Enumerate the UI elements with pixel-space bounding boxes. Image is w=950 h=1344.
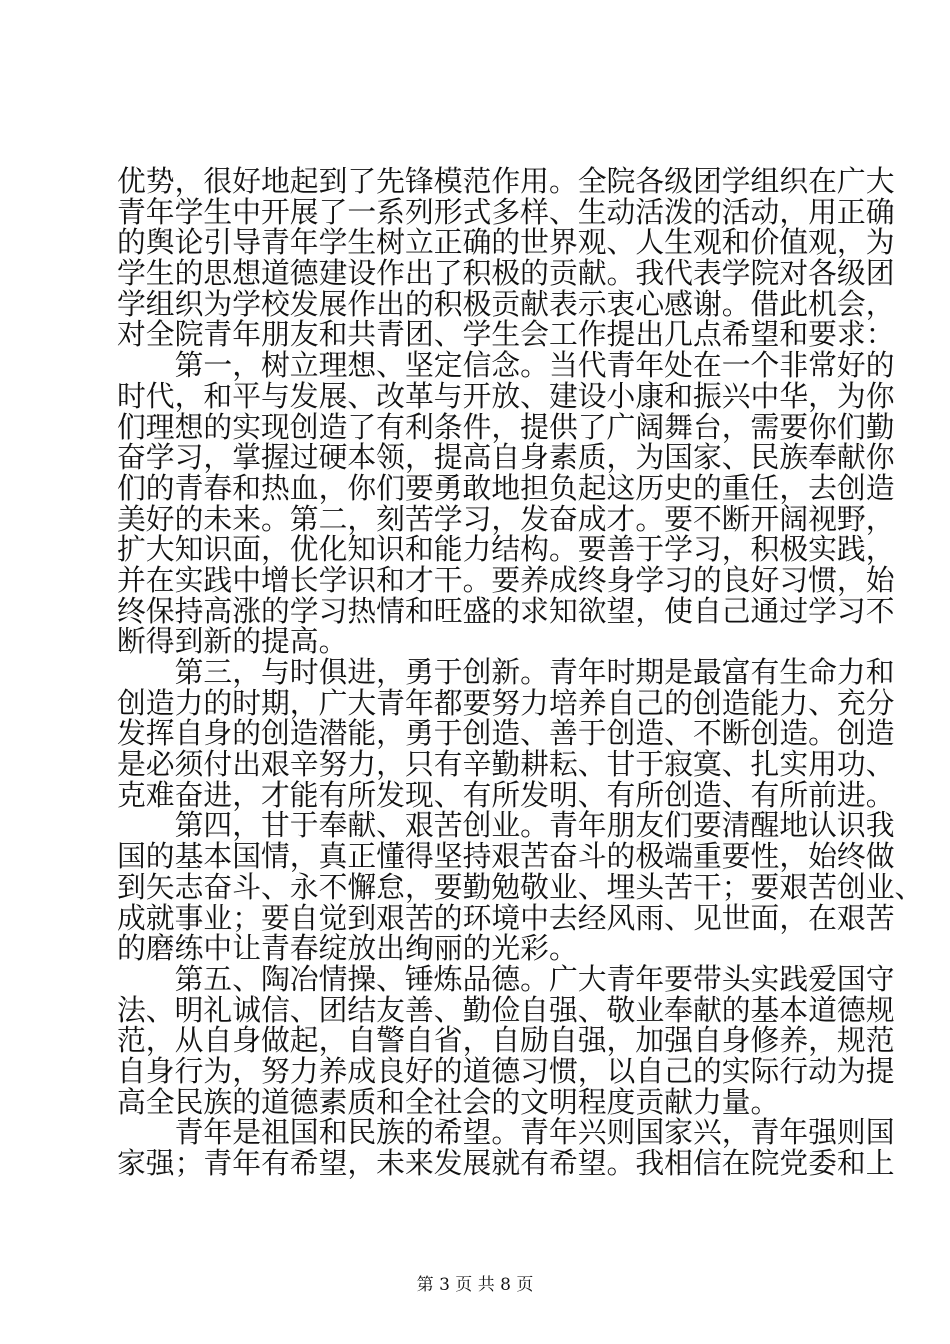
body-text-line: 的舆论引导青年学生树立正确的世界观、人生观和价值观，为 xyxy=(117,225,895,259)
body-text-line: 青年是祖国和民族的希望。青年兴则国家兴，青年强则国 xyxy=(117,1115,895,1149)
body-text-line: 学组织为学校发展作出的积极贡献表示衷心感谢。借此机会， xyxy=(117,287,895,321)
body-text-line: 青年学生中开展了一系列形式多样、生动活泼的活动，用正确 xyxy=(117,195,895,229)
body-text-line: 家强；青年有希望，未来发展就有希望。我相信在院党委和上 xyxy=(117,1146,895,1180)
body-text-line: 优势，很好地起到了先锋模范作用。全院各级团学组织在广大 xyxy=(117,164,895,198)
body-text-line: 的磨练中让青春绽放出绚丽的光彩。 xyxy=(117,931,578,965)
body-text-line: 创造力的时期，广大青年都要努力培养自己的创造能力、充分 xyxy=(117,686,895,720)
body-text-line: 对全院青年朋友和共青团、学生会工作提出几点希望和要求： xyxy=(117,317,895,351)
body-text-line: 自身行为，努力养成良好的道德习惯，以自己的实际行动为提 xyxy=(117,1054,895,1088)
body-text-line: 高全民族的道德素质和全社会的文明程度贡献力量。 xyxy=(117,1085,780,1119)
body-text-line: 终保持高涨的学习热情和旺盛的求知欲望，使自己通过学习不 xyxy=(117,594,895,628)
body-text-line: 美好的未来。第二，刻苦学习，发奋成才。要不断开阔视野， xyxy=(117,502,895,536)
body-text-line: 成就事业；要自觉到艰苦的环境中去经风雨、见世面，在艰苦 xyxy=(117,901,895,935)
body-text-line: 们的青春和热血，你们要勇敢地担负起这历史的重任，去创造 xyxy=(117,471,895,505)
body-text-line: 到矢志奋斗、永不懈怠，要勤勉敬业、埋头苦干；要艰苦创业、 xyxy=(117,870,924,904)
body-text-line: 学生的思想道德建设作出了积极的贡献。我代表学院对各级团 xyxy=(117,256,895,290)
body-text-line: 时代，和平与发展、改革与开放、建设小康和振兴中华，为你 xyxy=(117,379,895,413)
body-text-line: 奋学习，掌握过硬本领，提高自身素质，为国家、民族奉献你 xyxy=(117,440,895,474)
body-text-line: 第四，甘于奉献、艰苦创业。青年朋友们要清醒地认识我 xyxy=(117,808,895,842)
body-text-line: 断得到新的提高。 xyxy=(117,624,348,658)
body-text-line: 并在实践中增长学识和才干。要养成终身学习的良好习惯，始 xyxy=(117,563,895,597)
body-text-line: 第三，与时俱进，勇于创新。青年时期是最富有生命力和 xyxy=(117,655,895,689)
body-text-line: 国的基本国情，真正懂得坚持艰苦奋斗的极端重要性，始终做 xyxy=(117,839,895,873)
body-text-line: 法、明礼诚信、团结友善、勤俭自强、敬业奉献的基本道德规 xyxy=(117,993,895,1027)
page-footer: 第 3 页 共 8 页 xyxy=(416,1275,534,1295)
body-text-line: 们理想的实现创造了有利条件，提供了广阔舞台，需要你们勤 xyxy=(117,410,895,444)
body-text-line: 是必须付出艰辛努力，只有辛勤耕耘、甘于寂寞、扎实用功、 xyxy=(117,747,895,781)
body-text-line: 发挥自身的创造潜能，勇于创造、善于创造、不断创造。创造 xyxy=(117,716,895,750)
body-text-line: 克难奋进，才能有所发现、有所发明、有所创造、有所前进。 xyxy=(117,778,895,812)
body-text-line: 范，从自身做起，自警自省，自励自强，加强自身修养，规范 xyxy=(117,1023,895,1057)
body-text-line: 第五、陶冶情操、锤炼品德。广大青年要带头实践爱国守 xyxy=(117,962,895,996)
body-text-line: 扩大知识面，优化知识和能力结构。要善于学习，积极实践， xyxy=(117,532,895,566)
body-text-line: 第一，树立理想、坚定信念。当代青年处在一个非常好的 xyxy=(117,348,895,382)
